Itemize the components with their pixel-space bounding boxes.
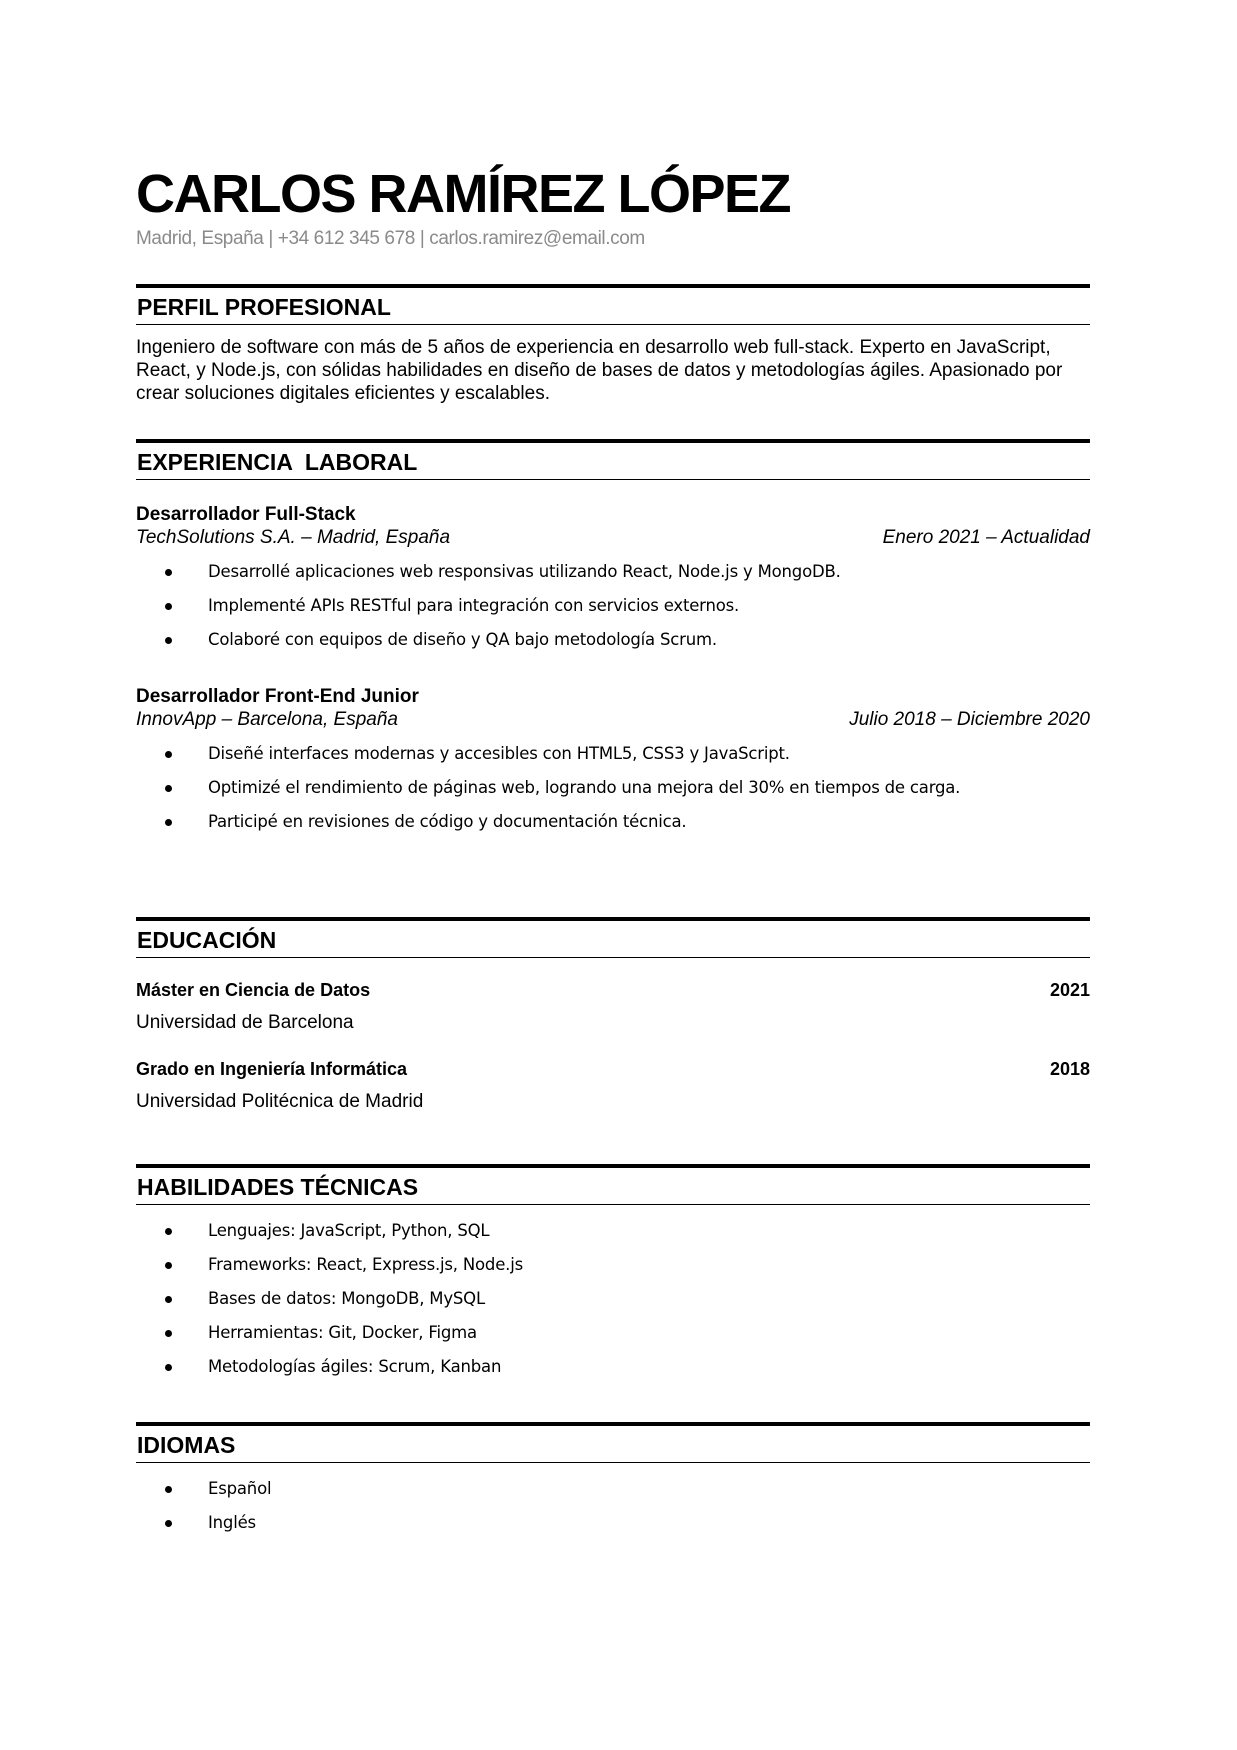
list-item: Inglés: [136, 1506, 1090, 1540]
contact-info: Madrid, España | +34 612 345 678 | carlos.ramirez@email.com: [136, 228, 645, 249]
candidate-name: CARLOS RAMÍREZ LÓPEZ: [136, 164, 790, 224]
bullet-icon: [165, 1262, 172, 1269]
list-item: Metodologías ágiles: Scrum, Kanban: [136, 1350, 1090, 1384]
school-name: Universidad de Barcelona: [136, 1012, 354, 1033]
degree-name: Máster en Ciencia de Datos: [136, 980, 371, 1000]
bullet-icon: [165, 819, 172, 826]
list-item: Participé en revisiones de código y documentación técnica.: [136, 805, 1090, 839]
section-title: PERFIL PROFESIONAL: [137, 294, 391, 320]
section-title: EXPERIENCIA LABORAL: [137, 449, 418, 475]
list-item: Implementé APIs RESTful para integración con servicios externos.: [136, 589, 1090, 623]
section-title: EDUCACIÓN: [137, 927, 277, 953]
languages-section: [136, 1422, 1090, 1540]
job-bullets: [136, 737, 1090, 839]
list-item: Herramientas: Git, Docker, Figma: [136, 1316, 1090, 1350]
list-item: Lenguajes: JavaScript, Python, SQL: [136, 1214, 1090, 1248]
education-row: [136, 1058, 1090, 1080]
profile-summary: Ingeniero de software con más de 5 años de experiencia en desarrollo web full-stack. Experto en JavaScript, React, y Node.js, con sólidas habilidades en diseño de bases de datos y metodologías ágiles. Apasionado por crear soluciones digitales eficientes y escalables.: [136, 337, 1063, 404]
bullet-icon: [165, 1228, 172, 1235]
bullet-icon: [165, 785, 172, 792]
list-item: Español: [136, 1472, 1090, 1506]
list-item: Colaboré con equipos de diseño y QA bajo metodología Scrum.: [136, 623, 1090, 657]
list-item: Frameworks: React, Express.js, Node.js: [136, 1248, 1090, 1282]
list-item: Optimizé el rendimiento de páginas web, logrando una mejora del 30% en tiempos de carga.: [136, 771, 1090, 805]
bullet-icon: [165, 1364, 172, 1371]
list-item: Diseñé interfaces modernas y accesibles con HTML5, CSS3 y JavaScript.: [136, 737, 1090, 771]
job-entry: [136, 503, 1090, 657]
job-company: InnovApp – Barcelona, España: [136, 709, 398, 730]
job-meta: [136, 708, 1090, 731]
list-item: Desarrollé aplicaciones web responsivas utilizando React, Node.js y MongoDB.: [136, 555, 1090, 589]
job-role: Desarrollador Full-Stack: [136, 504, 356, 525]
bullet-icon: [165, 569, 172, 576]
job-meta: [136, 526, 1090, 549]
education-section: [136, 917, 1090, 1114]
degree-year: 2021: [1049, 980, 1090, 1000]
education-row: [136, 979, 1090, 1001]
bullet-icon: [165, 603, 172, 610]
resume-page: [136, 164, 1090, 1532]
bullet-icon: [165, 1520, 172, 1527]
list-item: Bases de datos: MongoDB, MySQL: [136, 1282, 1090, 1316]
school-name: Universidad Politécnica de Madrid: [136, 1091, 424, 1112]
bullet-icon: [165, 1296, 172, 1303]
bullet-icon: [165, 637, 172, 644]
bullet-icon: [165, 1486, 172, 1493]
job-role: Desarrollador Front-End Junior: [136, 686, 419, 707]
degree-year: 2018: [1049, 1059, 1090, 1079]
section-header: [136, 284, 1090, 325]
job-entry: [136, 685, 1090, 839]
job-company: TechSolutions S.A. – Madrid, España: [136, 527, 451, 548]
section-title: IDIOMAS: [137, 1432, 236, 1458]
experience-section: [136, 439, 1090, 839]
languages-list: [136, 1472, 1090, 1540]
section-header: [136, 1164, 1090, 1205]
profile-section: [136, 284, 1090, 405]
skills-section: [136, 1164, 1090, 1384]
job-dates: Julio 2018 – Diciembre 2020: [849, 709, 1090, 730]
section-header: [136, 917, 1090, 958]
job-dates: Enero 2021 – Actualidad: [882, 527, 1090, 548]
section-header: [136, 439, 1090, 480]
section-header: [136, 1422, 1090, 1463]
job-bullets: [136, 555, 1090, 657]
education-entry: [136, 1058, 1090, 1114]
bullet-icon: [165, 751, 172, 758]
degree-name: Grado en Ingeniería Informática: [136, 1059, 408, 1079]
section-title: HABILIDADES TÉCNICAS: [137, 1174, 419, 1200]
bullet-icon: [165, 1330, 172, 1337]
skills-list: [136, 1214, 1090, 1384]
education-entry: [136, 979, 1090, 1035]
